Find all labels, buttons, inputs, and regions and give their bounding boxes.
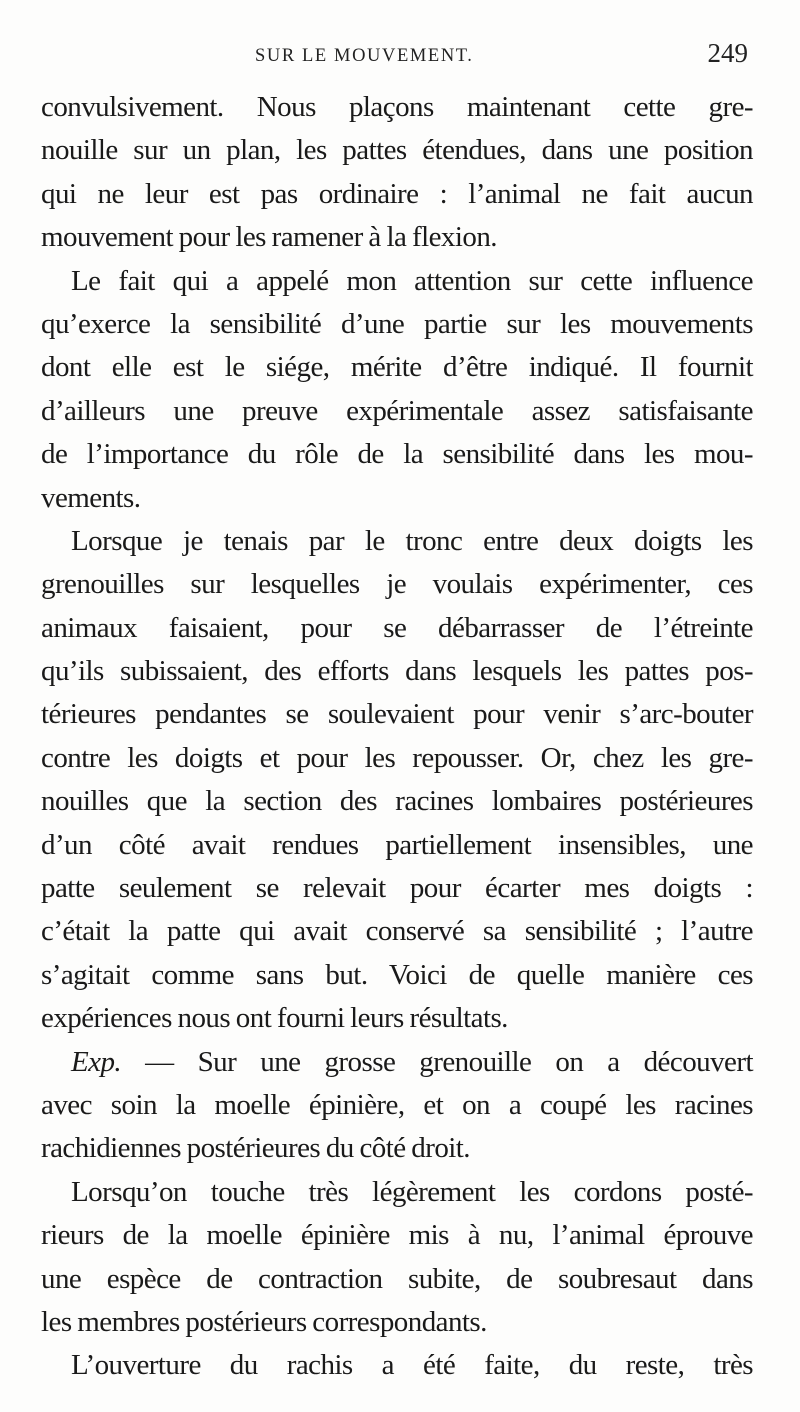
paragraph-2 (41, 260, 753, 520)
text-line: rachidiennes postérieures du côté droit. (41, 1132, 470, 1165)
text-line: dont elle est le siége, mérite d’être indiqué. Il fournit (41, 351, 753, 384)
body-text (41, 86, 753, 1388)
page-header (0, 40, 800, 80)
paragraph-6 (41, 1344, 753, 1387)
text-line: L’ouverture du rachis a été faite, du reste, très (71, 1349, 753, 1382)
text-line: mouvement pour les ramener à la flexion. (41, 221, 497, 254)
text-line: c’était la patte qui avait conservé sa sensibilité ; l’autre (41, 915, 753, 948)
text-line: Lorsque je tenais par le tronc entre deux doigts les (71, 524, 753, 557)
text-line: expériences nous ont fourni leurs résultats. (41, 1002, 508, 1035)
text-line (41, 1041, 753, 1084)
page-number: 249 (707, 38, 748, 68)
text-line: patte seulement se relevait pour écarter mes doigts : (41, 872, 753, 905)
text-line: nouilles que la section des racines lombaires postérieures (41, 785, 753, 818)
text-line: de l’importance du rôle de la sensibilité dans les mou- (41, 438, 753, 471)
text-line: avec soin la moelle épinière, et on a coupé les racines (41, 1088, 753, 1121)
text-line: qui ne leur est pas ordinaire : l’animal ne fait aucun (41, 177, 753, 210)
text-line: animaux faisaient, pour se débarrasser de l’étreinte (41, 611, 753, 644)
text-line: rieurs de la moelle épinière mis à nu, l’animal éprouve (41, 1219, 753, 1252)
text-line: qu’ils subissaient, des efforts dans lesquels les pattes pos- (41, 655, 753, 688)
paragraph-5 (41, 1171, 753, 1345)
text-line: d’un côté avait rendues partiellement insensibles, une (41, 828, 753, 861)
text-line: convulsivement. Nous plaçons maintenant cette gre- (41, 91, 753, 123)
text-line: Lorsqu’on touche très légèrement les cordons posté- (71, 1175, 753, 1208)
text-line: vements. (41, 481, 141, 514)
experiment-label: Exp. (71, 1045, 122, 1078)
paragraph-3 (41, 520, 753, 1041)
text-line: nouille sur un plan, les pattes étendues, dans une position (41, 134, 753, 167)
paragraph-experiment (41, 1041, 753, 1171)
text-line: qu’exerce la sensibilité d’une partie sur les mouvements (41, 307, 753, 340)
text-line: térieures pendantes se soulevaient pour venir s’arc-bouter (41, 698, 753, 731)
text-line: une espèce de contraction subite, de soubresaut dans (41, 1262, 753, 1295)
paragraph-1 (41, 86, 753, 260)
text-line: s’agitait comme sans but. Voici de quelle manière ces (41, 958, 753, 991)
text-line: contre les doigts et pour les repousser. Or, chez les gre- (41, 741, 753, 774)
text-line: Le fait qui a appelé mon attention sur cette influence (71, 264, 753, 297)
text-line: grenouilles sur lesquelles je voulais expérimenter, ces (41, 568, 753, 601)
text-line: d’ailleurs une preuve expérimentale assez satisfaisante (41, 394, 753, 427)
running-head: SUR LE MOUVEMENT. (255, 46, 474, 66)
text-line-rest: — Sur une grosse grenouille on a découvert (121, 1045, 753, 1078)
text-line: les membres postérieurs correspondants. (41, 1305, 487, 1338)
